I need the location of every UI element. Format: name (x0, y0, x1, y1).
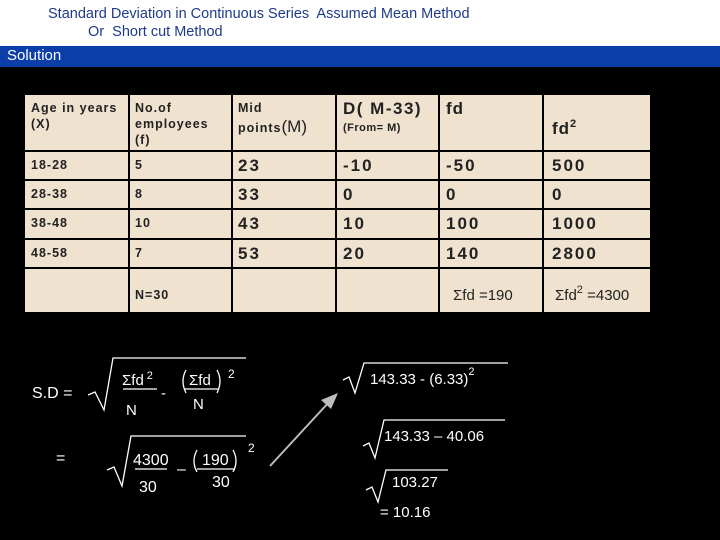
cell-mid: 23 (238, 156, 261, 175)
cell-age: 28-38 (31, 187, 68, 201)
cell-fd: 140 (446, 244, 481, 263)
equals-sign: = (56, 450, 66, 467)
header-age: Age in years (X) (31, 101, 118, 131)
title-line-2: Or Short cut Method (88, 24, 223, 40)
step-2: 143.33 – 40.06 (384, 428, 485, 445)
arrow-line (270, 401, 330, 466)
total-fd2: Σfd$^2$ =4300 (555, 284, 630, 304)
cell-fd2: 0 (552, 185, 564, 204)
cell-frequency: 10 (135, 216, 151, 230)
cell-age: 18-28 (31, 158, 68, 172)
cell-deviation: 20 (343, 244, 366, 263)
formula-exponent: 2 (228, 367, 235, 381)
formula-denominator-2: N (193, 396, 204, 413)
cell-age: 48-58 (31, 246, 68, 260)
cell-deviation: 10 (343, 214, 366, 233)
value-exponent: 2 (248, 441, 255, 455)
title-line-1: Standard Deviation in Continuous Series Assumed Mean Method (48, 6, 470, 22)
cell-mid: 33 (238, 185, 261, 204)
header-mid: Mid (238, 101, 263, 115)
header-deviation-note: (From= M) (343, 122, 401, 134)
value-minus: – (177, 461, 186, 478)
header-employees: No.of employees (f) (135, 101, 209, 147)
cell-frequency: 5 (135, 158, 143, 172)
total-n: N=30 (135, 288, 170, 302)
formula-minus: - (161, 385, 166, 402)
formula-denominator-1: N (126, 402, 137, 419)
total-fd: Σfd =190 (453, 287, 513, 304)
radical-sign (88, 358, 246, 410)
cell-age: 38-48 (31, 216, 68, 230)
cell-deviation: 0 (343, 185, 355, 204)
header-fd2: $fd^2$ (552, 118, 578, 138)
cell-fd2: 2800 (552, 244, 598, 263)
value-numerator-2: 190 (202, 452, 229, 469)
left-bracket (194, 450, 197, 472)
formula-numerator-2: Σfd (189, 372, 211, 389)
value-denominator-2: 30 (212, 474, 230, 491)
cell-mid: 43 (238, 214, 261, 233)
header-fd: fd (446, 99, 465, 118)
cell-frequency: 7 (135, 246, 143, 260)
cell-mid: 53 (238, 244, 261, 263)
formula-numerator-1: Σfd $^2$ (122, 370, 153, 389)
cell-deviation: -10 (343, 156, 374, 175)
sd-label: S.D = (32, 385, 73, 402)
cell-frequency: 8 (135, 187, 143, 201)
cell-fd: 100 (446, 214, 481, 233)
value-numerator-1: 4300 (133, 452, 169, 469)
header-mid-points: points(M) (238, 117, 307, 136)
step-1: $143.33 - (6.33)^2$ (370, 366, 475, 388)
header-deviation: D( M-33) (343, 99, 423, 118)
cell-fd2: 500 (552, 156, 587, 175)
result: = 10.16 (380, 504, 431, 521)
cell-fd: -50 (446, 156, 477, 175)
cell-fd: 0 (446, 185, 458, 204)
value-denominator-1: 30 (139, 479, 157, 496)
step-3: 103.27 (392, 474, 438, 491)
cell-fd2: 1000 (552, 214, 598, 233)
solution-label: Solution (7, 47, 62, 64)
